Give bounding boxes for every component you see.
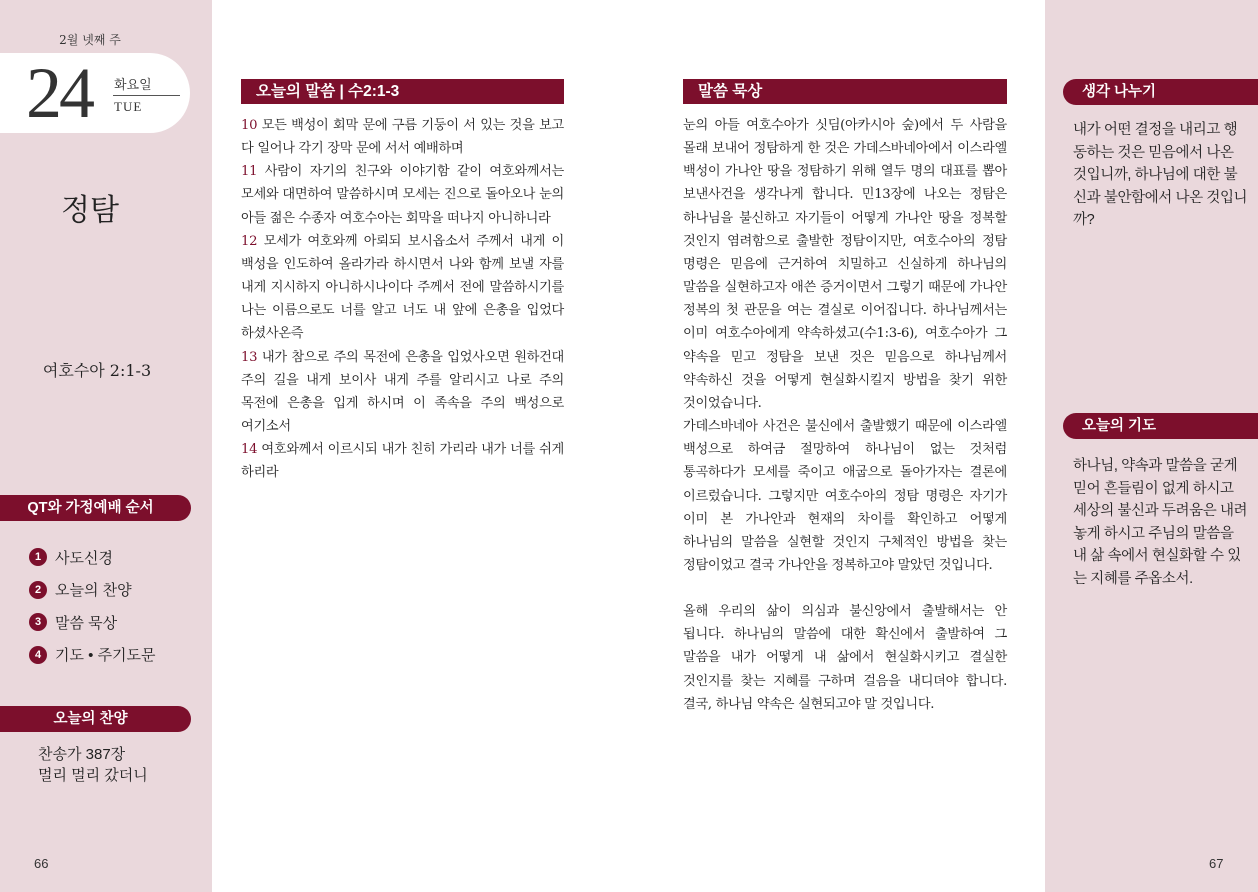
page-title: 정탐 — [61, 193, 119, 228]
meditation-paragraph: 올해 우리의 삶이 의심과 불신앙에서 출발해서는 안 됩니다. 하나님의 말씀에 대한 확신에서 출발하여 그 말씀을 내가 어떻게 내 삶에서 현실화시키고 결실한 것인지를 찾는 지혜를 구하며 걸음을 내디뎌야 합니다. 결국, 하나님 약속은 실현되고야 말 것입니다. — [683, 604, 1007, 712]
order-item-label: 말씀 묵상 — [55, 614, 118, 632]
order-item-todays-hymn — [29, 574, 156, 607]
verse-text: 사람이 자기의 친구와 이야기함 같이 여호와께서는 모세와 대면하여 말씀하시며 모세는 진으로 돌아오나 눈의 아들 젊은 수종자 여호수아는 회막을 떠나지 아니하니라 — [241, 164, 564, 226]
day-korean: 화요일 — [114, 78, 152, 93]
order-number-badge: 2 — [29, 581, 47, 599]
order-item-prayer — [29, 639, 156, 672]
sharing-text: 내가 어떤 결정을 내리고 행동하는 것은 믿음에서 나온 것입니까, 하나님에 대한 불신과 불안함에서 나온 것입니까? — [1073, 122, 1248, 228]
meditation-text — [683, 114, 1007, 716]
verse-text: 모든 백성이 회막 문에 구름 기둥이 서 있는 것을 보고 다 일어나 각기 장막 문에 서서 예배하며 — [241, 118, 564, 157]
order-number-badge: 4 — [29, 646, 47, 664]
scripture-reference: 여호수아 2:1-3 — [42, 361, 152, 380]
prayer-header: 오늘의 기도 — [1063, 413, 1258, 439]
page-number-left: 66 — [34, 856, 49, 871]
order-item-label: 사도신경 — [55, 549, 113, 567]
hymn-number: 찬송가 387장 — [38, 746, 126, 763]
sharing-header: 생각 나누기 — [1063, 79, 1258, 105]
order-item-label: 오늘의 찬양 — [55, 582, 132, 600]
meditation-paragraph: 가데스바네아 사건은 불신에서 출발했기 때문에 이스라엘 백성으로 하여금 절망하여 하나님이 없는 것처럼 통곡하다가 모세를 죽이고 애굽으로 돌아가자는 결론에 이르렀습니다. 그렇지만 여호수아의 정탐 명령은 자기가 이미 본 가나안과 현재의 차이를 확인하고 어떻게 하나님의 말씀을 실현할 것인지 구체적인 방법을 찾는 정탐이었고 결국 가나안을 정복하고야 말았던 것입니다. — [683, 419, 1007, 573]
verse-number: 12 — [241, 233, 258, 249]
order-item-label: 기도 • 주기도문 — [55, 647, 156, 665]
order-item-meditation — [29, 606, 156, 639]
prayer-text: 하나님, 약속과 말씀을 굳게 믿어 흔들림이 없게 하시고 세상의 불신과 두려움은 내려놓게 하시고 주님의 말씀을 내 삶 속에서 현실화할 수 있는 지혜를 주옵소서. — [1073, 458, 1248, 587]
page-number-right: 67 — [1209, 856, 1224, 871]
meditation-paragraph: 눈의 아들 여호수아가 싯딤(아카시아 숲)에서 두 사람을 몰래 보내어 정탐하게 한 것은 가데스바네아에서 이스라엘 백성이 가나안 땅을 정탐하기 위해 열두 명의 대표를 뽑아 보낸사건을 생각나게 합니다. 민13장에 나오는 정탐은 하나님을 불신하고 자기들이 어떻게 가나안 땅을 정복할 것인지 염려함으로 출발한 정탐이지만, 여호수아의 정탐 명령은 믿음에 근거하여 치밀하고 신실하게 하나님의 말씀을 실현하고자 애쓴 증거이면서 그렇기 때문에 가나안 정복의 첫 관문을 여는 결실로 이어집니다. 하나님께서는 이미 여호수아에게 약속하셨고(수1:3-6), 여호수아가 그 약속을 믿고 정탐을 보낸 것은 믿음으로 하나님께서 약속하신 것을 어떻게 현실화시킬지 방법을 찾기 위한 것이었습니다. — [683, 118, 1007, 411]
scripture-text — [241, 114, 564, 485]
verse-text: 여호와께서 이르시되 내가 친히 가리라 내가 너를 쉬게 하리라 — [241, 442, 564, 481]
hymn-info — [38, 744, 148, 786]
order-header: QT와 가정예배 순서 — [0, 495, 191, 521]
hymn-title: 멀리 멀리 갔더니 — [38, 767, 148, 784]
order-number-badge: 3 — [29, 613, 47, 631]
scripture-header: 오늘의 말씀 | 수2:1-3 — [241, 79, 564, 104]
order-number-badge: 1 — [29, 548, 47, 566]
verse-text: 모세가 여호와께 아뢰되 보시옵소서 주께서 내게 이 백성을 인도하여 올라가라 하시면서 나와 함께 보낼 자를 내게 지시하지 아니하시나이다 주께서 전에 말씀하시기를 나는 이름으로도 너를 알고 너도 내 앞에 은총을 입었다 하셨사온즉 — [241, 233, 564, 342]
order-item-apostles-creed — [29, 541, 156, 574]
day-divider — [113, 95, 180, 96]
hymn-header: 오늘의 찬양 — [0, 706, 191, 732]
order-list — [29, 541, 156, 671]
meditation-header: 말씀 묵상 — [683, 79, 1007, 104]
verse-number: 10 — [241, 118, 258, 133]
verse-text: 내가 참으로 주의 목전에 은총을 입었사오면 원하건대 주의 길을 내게 보이사 내게 주를 알리시고 나로 주의 목전에 은총을 입게 하시며 이 족속을 주의 백성으로 여기소서 — [241, 349, 564, 435]
day-english: TUE — [114, 99, 143, 114]
week-label: 2월 넷째 주 — [59, 33, 121, 47]
date-number: 24 — [26, 53, 92, 133]
verse-number: 13 — [241, 349, 258, 365]
verse-number: 14 — [241, 442, 258, 458]
verse-number: 11 — [241, 164, 258, 180]
